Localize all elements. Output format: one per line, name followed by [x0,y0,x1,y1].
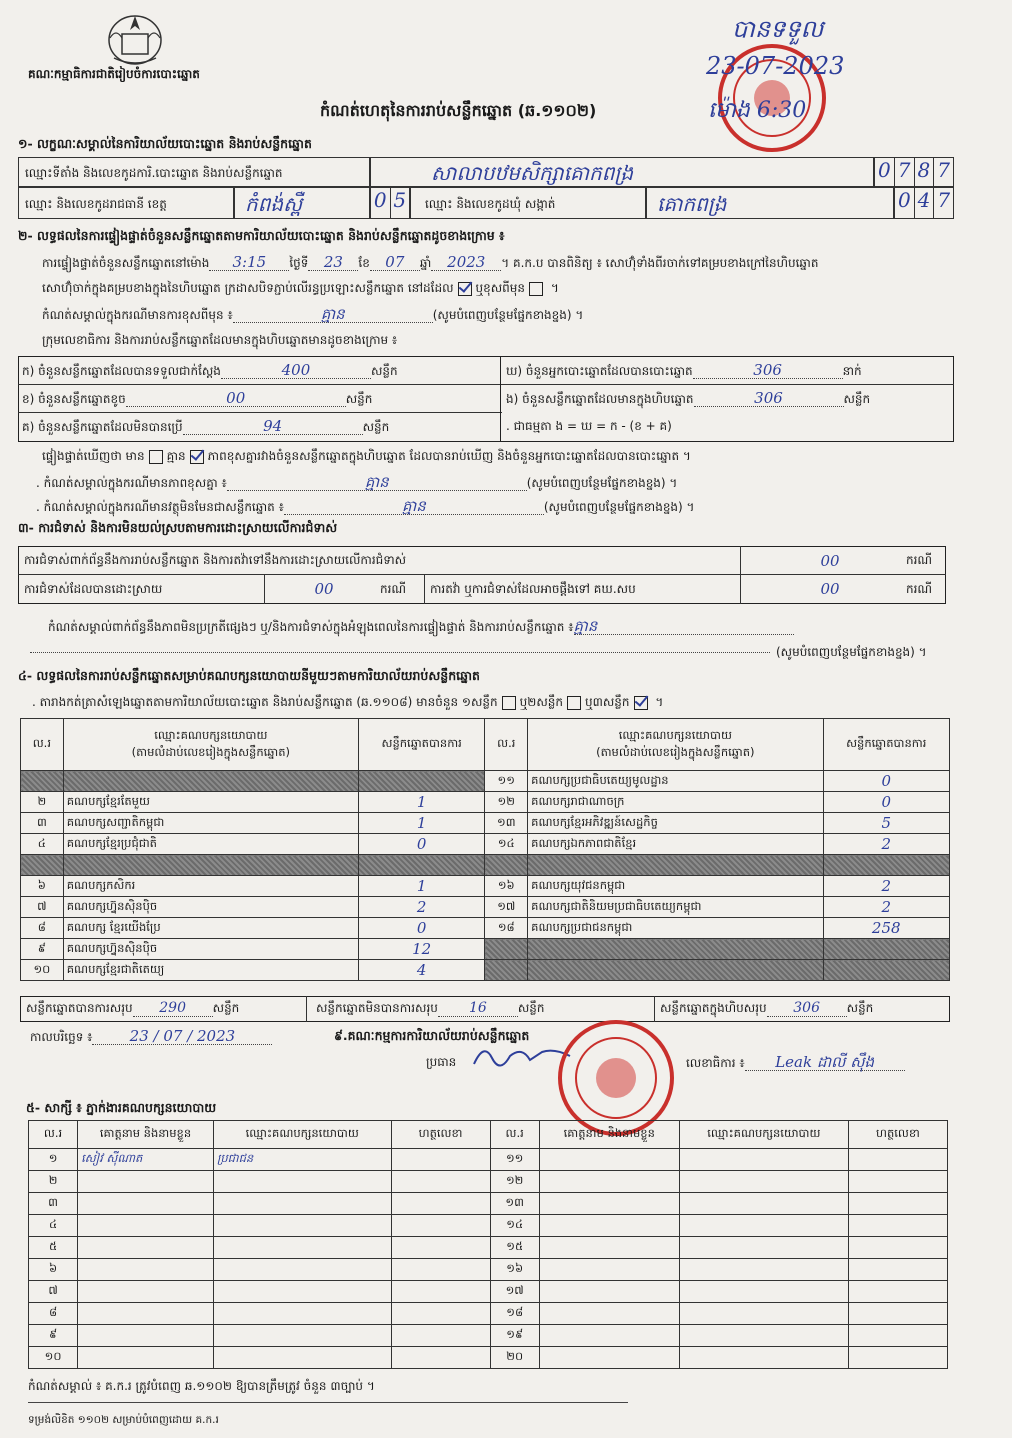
province-code-digit: 0 [371,188,391,218]
witness-signature [391,1149,490,1171]
shaded-cell [823,960,950,981]
witness-name [78,1347,214,1369]
witness-number: ១៧ [490,1281,539,1303]
witness-party [679,1149,848,1171]
witness-signature [391,1281,490,1303]
party-name: គណបក្សហ្វ៊ុនស៊ិនប៉ិច [63,939,358,960]
station-code [874,157,954,187]
shaded-cell [358,771,484,792]
shaded-cell [358,855,484,876]
witness-signature [848,1215,947,1237]
witness-name [78,1325,214,1347]
witness-number: ៥ [29,1237,78,1259]
witness-row [29,1215,948,1237]
party-name: គណបក្សប្រជាធិបតេយ្យមូលដ្ឋាន [528,771,823,792]
ballot-box-check-text: សោហ៊ុំចាក់ក្នុងគម្របខាងក្នុងនៃហិបឆ្នោត ក្រដាសបិទភ្ជាប់លើរន្ធប្រឡោះសន្លឹកឆ្នោត នៅដដែល [42,281,454,295]
party-number: ១៤ [485,834,528,855]
witness-party [213,1303,391,1325]
appeal-label: ការតវ៉ា ឬការជំទាស់ដែលអាចផ្តឹងទៅ គឃ.សប [430,582,636,596]
witness-row [29,1347,948,1369]
party-votes: 1 [358,792,484,813]
witness-number: ៦ [29,1259,78,1281]
party-votes: 0 [823,792,950,813]
count-intro: ក្រុមលេខាធិការ និងការរាប់សន្លឹកឆ្នោតដែលមានក្នុងហិបឆ្នោតមានដូចខាងក្រោម ៖ [42,333,398,347]
witness-signature [848,1281,947,1303]
witness-number: ៨ [29,1303,78,1325]
witness-signature [391,1325,490,1347]
has-difference-checkbox[interactable] [149,450,163,464]
commune-value: គោកពង្រ [657,192,727,216]
committee-name: គណៈកម្មាធិការជាតិរៀបចំការបោះឆ្នោត [28,67,200,81]
witness-number: ១៤ [490,1215,539,1237]
witness-number: ១៣ [490,1193,539,1215]
witness-party [213,1237,391,1259]
witness-row [29,1325,948,1347]
party-name: គណបក្សហ្វ៊ុនស៊ិនប៉ិច [63,897,358,918]
party-row [21,813,950,834]
stamp-time: ម៉ោង 6:30 [708,98,807,123]
witness-table: ល.រ គោត្តនាម និងនាមខ្លួន ឈ្មោះគណបក្សនយោបាយ ហត្ថលេខា ល.រ គោត្តនាម និងនាមខ្លួន ឈ្មោះគណបក្សនយោបាយ ហត្ថលេខា ១ សៀវ ស៊ីណាត ប្រជាជន ១១ ២ ១២ ៣ ១៣ ៤ ១៤ ៥ ១៥ ៦ ១៦ ៧ ១៧ ៨ ១៨ ៩ ១៩ ១០ ២០ [28,1120,948,1369]
shaded-cell [63,855,358,876]
witness-number: ១២ [490,1171,539,1193]
party-number: ២ [21,792,64,813]
date-value: 23 / 07 / 2023 [92,1028,272,1045]
shaded-cell [21,855,64,876]
party-number: ១៦ [485,876,528,897]
party-number: ១៨ [485,918,528,939]
complaints-value: 00 [820,552,840,570]
foreign-object-note-label: . កំណត់សម្គាល់ក្នុងករណីមានវត្ថុមិនមែនជាសន្លឹកឆ្នោត ៖ [36,500,284,514]
party-name: គណបក្សខ្មែរប្រជុំជាតិ [63,834,358,855]
party-name: គណបក្សខ្មែរអភិវឌ្ឍន៍សេដ្ឋកិច្ច [528,813,823,834]
three-sheets-checkbox[interactable] [634,696,648,710]
party-votes: 1 [358,876,484,897]
shaded-cell [63,771,358,792]
section2-heading: ២- លទ្ធផលនៃការផ្ទៀងផ្ទាត់ចំនួនសន្លឹកឆ្នោតតាមការិយាល័យបោះឆ្នោត និងរាប់សន្លឹកឆ្នោតដូចខាងក្រោម ៖ [18,228,505,243]
witness-name [78,1303,214,1325]
party-number: ៣ [21,813,64,834]
party-number: ៨ [21,918,64,939]
total-valid-value: 290 [133,1000,213,1017]
station-code-digit: 8 [915,158,935,186]
chair-label: ប្រធាន [426,1055,457,1069]
party-name: គណបក្សរាជាណាចក្រ [528,792,823,813]
witness-name [539,1281,679,1303]
section4-heading: ៤- លទ្ធផលនៃការរាប់សន្លឹកឆ្នោតសម្រាប់គណបក្សនយោបាយនីមួយៗតាមការិយាល័យរាប់សន្លឹកឆ្នោត [18,668,480,683]
witness-row [29,1193,948,1215]
witness-signature [848,1325,947,1347]
station-code-digit: 7 [937,158,950,182]
unused-ballots-label: គ) ចំនួនសន្លឹកឆ្នោតដែលមិនបានប្រើ [22,420,183,434]
verify-month: 07 [370,254,420,271]
province-value: កំពង់ស្ពឺ [245,192,303,216]
station-code-digit: 7 [895,158,915,186]
witness-name [539,1171,679,1193]
party-number: ៩ [21,939,64,960]
party-votes: 2 [823,897,950,918]
shaded-cell [823,939,950,960]
party-votes: 5 [823,813,950,834]
change-note-label: កំណត់សម្គាល់ក្នុងករណីមានការខុសពីមុន ៖ [42,308,233,322]
shaded-cell [528,855,823,876]
witness-party [679,1193,848,1215]
witness-name [78,1193,214,1215]
shaded-cell [21,771,64,792]
shaded-cell [485,960,528,981]
witness-party [213,1281,391,1303]
changed-checkbox[interactable] [529,282,543,296]
witness-signature [391,1215,490,1237]
party-results-table: ល.រ ឈ្មោះគណបក្សនយោបាយ (តាមលំដាប់លេខរៀងក្នុងសន្លឹកឆ្នោត) សន្លឹកឆ្នោតបានការ ល.រ ឈ្មោះគណបក្សនយោបាយ (តាមលំដាប់លេខរៀងក្នុងសន្លឹកឆ្នោត) សន្លឹកឆ្នោតបានការ ១១ គណបក្សប្រជាធិបតេយ្យមូលដ្ឋាន 0 ២ គណបក្សខ្មែរតែមួយ 1 ១២ គណបក្សរាជាណាចក្រ 0 ៣ គណបក្សសញ្ជាតិកម្ពុជា 1 ១៣ គណបក្សខ្មែរអភិវឌ្ឍន៍សេដ្ឋកិច្ច 5 ៤ គណបក្សខ្មែរប្រជុំជាតិ 0 ១៤ គណបក្សឯកភាពជាតិខ្មែរ 2 ៦ គណបក្សកសិករ 1 ១៦ គណបក្សយុវជនកម្ពុជា 2 ៧ គណបក្សហ្វ៊ុនស៊ិនប៉ិច 2 ១៧ គណបក្សជាតិនិយមប្រជាធិបតេយ្យកម្ពុជា 2 ៨ គណបក្ស ខ្មែរយើងប្រែ 0 ១៨ គណបក្សប្រជាជនកម្ពុជា 258 ៩ គណបក្សហ្វ៊ុនស៊ិនប៉ិច 12 ១០ គណបក្សខ្មែរជាតិតេយ្យ 4 [20,718,950,981]
witness-number: ១ [29,1149,78,1171]
received-ballots-value: 400 [221,362,371,379]
witness-party [679,1347,848,1369]
witness-name: សៀវ ស៊ីណាត [78,1149,214,1171]
complaints-label: ការជំទាស់ពាក់ព័ន្ធនឹងការរាប់សន្លឹកឆ្នោត និងការតវ៉ាទៅនឹងការដោះស្រាយលើការជំទាស់ [24,553,407,567]
witness-row [29,1303,948,1325]
shaded-cell [485,855,528,876]
party-name: គណបក្សខ្មែរតែមួយ [63,792,358,813]
witness-signature [391,1303,490,1325]
party-name: គណបក្សឯកភាពជាតិខ្មែរ [528,834,823,855]
province-code-digit: 5 [393,188,407,212]
witness-signature [391,1171,490,1193]
change-note-value: គ្មាន [233,306,433,323]
witness-party [213,1171,391,1193]
irregularity-note-label: កំណត់សម្គាល់ពាក់ព័ន្ធនឹងភាពមិនប្រក្រតីផ្សេងៗ ឬ/និងការជំទាស់ក្នុងអំឡុងពេលនៃការផ្ទៀងផ្ទាត់ និងការរាប់សន្លឹកឆ្នោត ៖ [48,620,574,634]
witness-name [78,1171,214,1193]
footer-note: កំណត់សម្គាល់ ៖ គ.ក.រ ត្រូវបំពេញ ឆ.១១០២ ឱ្យបានត្រឹមត្រូវ ចំនួន ៣ច្បាប់ ។ [28,1379,375,1393]
party-name: គណបក្សជាតិនិយមប្រជាធិបតេយ្យកម្ពុជា [528,897,823,918]
witness-number: ១៥ [490,1237,539,1259]
party-votes: 0 [358,834,484,855]
station-code-digit: 0 [875,158,895,186]
total-box-value: 306 [767,1000,847,1017]
verify-day: 23 [308,254,358,271]
shaded-cell [528,960,823,981]
unchanged-checkbox[interactable] [458,282,472,296]
witness-row [29,1171,948,1193]
irregularity-note-value: គ្មាន [574,618,794,635]
spoiled-ballots-value: 00 [126,390,346,407]
witness-party [213,1347,391,1369]
witness-party [213,1259,391,1281]
witness-signature [391,1347,490,1369]
ballots-in-box-value: 306 [694,390,844,407]
witness-signature [848,1193,947,1215]
no-difference-checkbox[interactable] [190,450,204,464]
changed-label: ឬខុសពីមុន [475,281,526,295]
one-sheet-checkbox[interactable] [502,696,516,710]
voters-value: 306 [693,362,843,379]
received-ballots-label: ក) ចំនួនសន្លឹកឆ្នោតដែលបានទទួលជាក់ស្តែង [22,364,221,378]
party-name: គណបក្សប្រជាជនកម្ពុជា [528,918,823,939]
party-number: ៤ [21,834,64,855]
witness-signature [848,1171,947,1193]
party-number: ៦ [21,876,64,897]
section1-heading: ១- លក្ខណៈសម្គាល់នៃការិយាល័យបោះឆ្នោត និងរាប់សន្លឹកឆ្នោត [18,136,312,151]
party-name: គណបក្ស ខ្មែរយើងប្រែ [63,918,358,939]
foreign-object-note-value: គ្មាន [284,498,544,515]
witness-row [29,1149,948,1171]
form-code: ទម្រង់លិខិត ១១០២ សម្រាប់បំពេញដោយ គ.ក.រ [28,1414,219,1426]
party-row [21,855,950,876]
spoiled-ballots-label: ខ) ចំនួនសន្លឹកឆ្នោតខូច [22,392,126,406]
witness-name [78,1215,214,1237]
witness-party [213,1193,391,1215]
witness-party [679,1171,848,1193]
party-votes: 2 [823,834,950,855]
unused-ballots-value: 94 [183,418,363,435]
witness-party [679,1281,848,1303]
witness-name [78,1259,214,1281]
shaded-cell [823,855,950,876]
party-row [21,834,950,855]
difference-note-label: . កំណត់សម្គាល់ក្នុងករណីមានភាពខុសគ្នា ៖ [36,476,227,490]
secretary-label: លេខាធិការ [686,1056,736,1070]
irregularity-note-suffix: (សូមបំពេញបន្ថែមផ្នែកខាងខ្នង) ។ [776,645,927,659]
party-number: ១០ [21,960,64,981]
shaded-cell [485,939,528,960]
compare-label: ផ្ទៀងផ្ទាត់ឃើញថា មាន [42,449,145,463]
stamp-date: 23-07-2023 [706,52,845,80]
party-votes: 2 [823,876,950,897]
commune-label: ឈ្មោះ និងលេខកូដឃុំ សង្កាត់ [425,197,556,211]
section5-heading: ៥- សាក្សី ៖ ភ្នាក់ងារគណបក្សនយោបាយ [26,1100,217,1115]
tally-sheets-label: . តារាងកត់ត្រាសំឡេងឆ្នោតតាមការិយាល័យបោះឆ្នោត និងរាប់សន្លឹកឆ្នោត (ឆ.១១០៨) មានចំនួន ១សន្លឹក [32,695,498,709]
no-difference-label: គ្មាន [166,449,186,463]
witness-signature [391,1193,490,1215]
verification-line: ការផ្ទៀងផ្ទាត់ចំនួនសន្លឹកឆ្នោតនៅម៉ោង 3:15 ថ្ងៃទី 23 ខែ 07 ឆ្នាំ 2023 ។ គ.ក.ប បានពិនិត្យ ៖ សោហ៊ុំទាំងពីរចាក់ទៅគម្របខាងក្រៅនៃហិបឆ្នោត [42,253,819,271]
witness-name [539,1215,679,1237]
witness-number: ៤ [29,1215,78,1237]
two-sheets-checkbox[interactable] [567,696,581,710]
witness-name [539,1237,679,1259]
party-number: ១២ [485,792,528,813]
commune-code-digit: 4 [915,188,935,218]
resolved-label: ការជំទាស់ដែលបានដោះស្រាយ [24,582,163,596]
witness-party [679,1215,848,1237]
province-label: ឈ្មោះ និងលេខកូដរាជធានី ខេត្ត [25,197,167,211]
party-row [21,960,950,981]
witness-number: ១០ [29,1347,78,1369]
witness-name [539,1347,679,1369]
witness-number: ១៨ [490,1303,539,1325]
party-number: ១១ [485,771,528,792]
received-stamp [702,14,902,164]
witness-number: ៧ [29,1281,78,1303]
commune-code-digit: 0 [895,188,915,218]
party-votes: 4 [358,960,484,981]
party-number: ១៣ [485,813,528,834]
party-row [21,792,950,813]
counting-committee-label: ៩.គណៈកម្មការការិយាល័យរាប់សន្លឹកឆ្នោត [334,1028,530,1043]
total-invalid-value: 16 [438,1000,518,1017]
party-name: គណបក្សខ្មែរជាតិតេយ្យ [63,960,358,981]
verify-year: 2023 [431,254,501,271]
party-number: ១៧ [485,897,528,918]
witness-party [213,1215,391,1237]
section3-heading: ៣- ការជំទាស់ និងការមិនយល់ស្របតាមការដោះស្រាយលើការជំទាស់ [18,520,338,535]
party-votes: 12 [358,939,484,960]
witness-signature [391,1237,490,1259]
change-note-suffix: (សូមបំពេញបន្ថែមផ្នែកខាងខ្នង) ។ [432,308,584,322]
witness-row [29,1259,948,1281]
witness-party [679,1259,848,1281]
voters-label: ឃ) ចំនួនអ្នកបោះឆ្នោតដែលបានបោះឆ្នោត [506,364,693,378]
witness-number: ១៦ [490,1259,539,1281]
witness-signature [848,1237,947,1259]
station-value: សាលាបឋមសិក្សាគោកពង្រ [431,161,634,185]
witness-party [679,1303,848,1325]
page-title: កំណត់ហេតុនៃការរាប់សន្លឹកឆ្នោត (ឆ.១១០២) [320,101,597,120]
witness-name [78,1281,214,1303]
witness-number: ៩ [29,1325,78,1347]
witness-name [539,1259,679,1281]
witness-signature [391,1259,490,1281]
party-name: គណបក្សយុវជនកម្ពុជា [528,876,823,897]
formula-text: . ជាធម្មតា ង = ឃ = ក - (ខ + គ) [506,419,672,433]
witness-party [679,1237,848,1259]
shaded-cell [528,939,823,960]
commune-code-digit: 7 [937,188,951,212]
witness-number: ១៩ [490,1325,539,1347]
party-name: គណបក្សសញ្ជាតិកម្ពុជា [63,813,358,834]
witness-number: ៣ [29,1193,78,1215]
province-code [370,187,410,219]
party-number: ៧ [21,897,64,918]
party-votes: 2 [358,897,484,918]
party-name: គណបក្សកសិករ [63,876,358,897]
witness-party: ប្រជាជន [213,1149,391,1171]
party-votes: 1 [358,813,484,834]
resolved-value: 00 [314,580,334,598]
party-row [21,939,950,960]
witness-signature [848,1347,947,1369]
party-votes: 258 [823,918,950,939]
witness-name [539,1149,679,1171]
party-row [21,771,950,792]
witness-signature [848,1303,947,1325]
national-emblem-icon [100,8,170,70]
witness-row [29,1281,948,1303]
witness-signature [848,1259,947,1281]
party-row [21,876,950,897]
witness-party [213,1325,391,1347]
verify-time: 3:15 [209,254,289,271]
witness-row [29,1237,948,1259]
appeal-value: 00 [820,580,840,598]
party-row [21,918,950,939]
witness-name [539,1193,679,1215]
witness-name [78,1237,214,1259]
ballots-in-box-label: ង) ចំនួនសន្លឹកឆ្នោតដែលមានក្នុងហិបឆ្នោត [506,392,694,406]
commune-code [894,187,954,219]
witness-name [539,1303,679,1325]
witness-number: ២ [29,1171,78,1193]
witness-party [679,1325,848,1347]
compare-text: ភាពខុសគ្នារវាងចំនួនសន្លឹកឆ្នោតក្នុងហិបឆ្នោត ដែលបានរាប់ឃើញ និងចំនួនអ្នកបោះឆ្នោតដែលបានបោះឆ្នោត ។ [207,449,691,463]
witness-name [539,1325,679,1347]
ballot-count-report: គណៈកម្មាធិការជាតិរៀបចំការបោះឆ្នោត កំណត់ហេតុនៃការរាប់សន្លឹកឆ្នោត (ឆ.១១០២) បានទទួល 23-07-2023 ម៉ោង 6:30 ១- លក្ខណៈសម្គាល់នៃការិយាល័យបោះឆ្នោត និងរាប់សន្លឹកឆ្នោត ឈ្មោះទីតាំង និងលេខកូដការិ.បោះឆ្នោត និងរាប់សន្លឹកឆ្នោត សាលាបឋមសិក្សាគោកពង្រ 0 7 8 7 ឈ្មោះ និងលេខកូដរាជធានី ខេត្ត កំពង់ស្ពឺ 0 5 ឈ្មោះ និងលេខកូដឃុំ សង្កាត់ គោកពង្រ 0 4 7 ២- លទ្ធផលនៃការផ្ទៀងផ្ទាត់ចំនួនសន្លឹកឆ្នោតតាមការិយាល័យបោះឆ្នោត និងរាប់សន្លឹកឆ្នោតដូចខាងក្រោម ៖ ការផ្ទៀងផ្ទាត់ចំនួនសន្លឹកឆ្នោតនៅម៉ោង 3:15 ថ្ងៃទី 23 ខែ 07 ឆ្នាំ 2023 ។ គ.ក.ប បានពិនិត្យ ៖ សោហ៊ុំទាំងពីរចាក់ទៅគម្របខាងក្រៅនៃហិបឆ្នោត សោហ៊ុំចាក់ក្នុងគម្របខាងក្នុងនៃហិបឆ្នោត ក្រដាសបិទភ្ជាប់លើរន្ធប្រឡោះសន្លឹកឆ្នោត នៅដដែល ឬខុសពីមុន ។ កំណត់សម្គាល់ក្នុងករណីមានការខុសពីមុន ៖ គ្មាន (សូមបំពេញបន្ថែមផ្នែកខាងខ្នង) ។ ក្រុមលេខាធិការ និងការរាប់សន្លឹកឆ្នោតដែលមានក្នុងហិបឆ្នោតមានដូចខាងក្រោម ៖ ក) ចំនួនសន្លឹកឆ្នោតដែលបានទទួលជាក់ស្តែង 400 សន្លឹក ខ) ចំនួនសន្លឹកឆ្នោតខូច 00 សន្លឹក គ) ចំនួនសន្លឹកឆ្នោតដែលមិនបានប្រើ 94 សន្លឹក ឃ) ចំនួនអ្នកបោះឆ្នោតដែលបានបោះឆ្នោត 306 នាក់ ង) ចំនួនសន្លឹកឆ្នោតដែលមានក្នុងហិបឆ្នោត 306 សន្លឹក . ជាធម្មតា ង = ឃ = ក - (ខ + គ) ផ្ទៀងផ្ទាត់ឃើញថា មាន គ្មាន ភាពខុសគ្នារវាងចំនួនសន្លឹកឆ្នោតក្នុងហិបឆ្នោត ដែលបានរាប់ឃើញ និងចំនួនអ្នកបោះឆ្នោតដែលបានបោះឆ្នោត ។ . កំណត់សម្គាល់ក្នុងករណីមានភាពខុសគ្នា ៖ គ្មាន (សូមបំពេញបន្ថែមផ្នែកខាងខ្នង) ។ . កំណត់សម្គាល់ក្នុងករណីមានវត្ថុមិនមែនជាសន្លឹកឆ្នោត ៖ គ្មាន (សូមបំពេញបន្ថែមផ្នែកខាងខ្នង) ។ ៣- ការជំទាស់ និងការមិនយល់ស្របតាមការដោះស្រាយលើការជំទាស់ ការជំទាស់ពាក់ព័ន្ធនឹងការរាប់សន្លឹកឆ្នោត និងការតវ៉ាទៅនឹងការដោះស្រាយលើការជំទាស់ 00 ករណី ការជំទាស់ដែលបានដោះស្រាយ 00 ករណី ការតវ៉ា ឬការជំទាស់ដែលអាចផ្តឹងទៅ គឃ.សប 00 ករណី កំណត់សម្គាល់ពាក់ព័ន្ធនឹងភាពមិនប្រក្រតីផ្សេងៗ ឬ/និងការជំទាស់ក្នុងអំឡុងពេលនៃការផ្ទៀងផ្ទាត់ និងការរាប់សន្លឹកឆ្នោត ៖គ្មាន (សូមបំពេញបន្ថែមផ្នែកខាងខ្នង) ។ ៤- លទ្ធផលនៃការរាប់សន្លឹកឆ្នោតសម្រាប់គណបក្សនយោបាយនីមួយៗតាមការិយាល័យរាប់សន្លឹកឆ្នោត . តារាងកត់ត្រាសំឡេងឆ្នោតតាមការិយាល័យបោះឆ្នោត និងរាប់សន្លឹកឆ្នោត (ឆ.១១០៨) មានចំនួន ១សន្លឹក ឬ២សន្លឹក ឬ៣សន្លឹក ។ ល.រ ឈ្មោះគណបក្សនយោបាយ (តាមលំដាប់លេខរៀងក្នុងសន្លឹកឆ្នោត) សន្លឹកឆ្នោតបានការ ល.រ ឈ្មោះគណបក្សនយោបាយ (តាមលំដាប់លេខរៀងក្នុងសន្លឹកឆ្នោត) សន្លឹកឆ្នោតបានការ ១១ គណបក្សប្រជាធិបតេយ្យមូលដ្ឋាន 0 ២ គណបក្សខ្មែរតែមួយ 1 ១២ គណបក្សរាជាណាចក្រ 0 ៣ គណបក្សសញ្ជាតិកម្ពុជា 1 ១៣ គណបក្សខ្មែរអភិវឌ្ឍន៍សេដ្ឋកិច្ច 5 ៤ គណបក្សខ្មែរប្រជុំជាតិ 0 ១៤ គណបក្សឯកភាពជាតិខ្មែរ 2 ៦ គណបក្សកសិករ 1 ១៦ គណបក្សយុវជនកម្ពុជា 2 ៧ គណបក្សហ្វ៊ុនស៊ិនប៉ិច 2 ១៧ គណបក្សជាតិនិយមប្រជាធិបតេយ្យកម្ពុជា 2 ៨ គណបក្ស ខ្មែរយើងប្រែ 0 ១៨ គណបក្សប្រជាជនកម្ពុជា 258 ៩ គណបក្សហ្វ៊ុនស៊ិនប៉ិច 12 ១០ គណបក្សខ្មែរជាតិតេយ្យ 4 សន្លឹកឆ្នោតបានការសរុប 290 សន្លឹក សន្លឹកឆ្នោតមិនបានការសរុប 16 សន្លឹក សន្លឹកឆ្នោតក្នុងហិបសរុប 306 សន្លឹក កាលបរិច្ឆេទ ៖ 23 / 07 / 2023 ៩.គណៈកម្មការការិយាល័យរាប់សន្លឹកឆ្នោត ប្រធាន លេខាធិការ ៖ Leak ដាលី ស៊ឹង ៥- សាក្សី ៖ ភ្នាក់ងារគណបក្សនយោបាយ ល.រ គោត្តនាម និងនាមខ្លួន ឈ្មោះគណបក្សនយោបាយ ហត្ថលេខា ល.រ គោត្តនាម និងនាមខ្លួន ឈ្មោះគណបក្សនយោបាយ ហត្ថលេខា ១ សៀវ ស៊ីណាត ប្រជាជន ១១ ២ ១២ ៣ ១៣ ៤ ១៤ ៥ ១៥ ៦ ១៦ ៧ ១៧ ៨ ១៨ ៩ ១៩ ១០ ២០ កំណត់សម្គាល់ ៖ គ.ក.រ ត្រូវបំពេញ ឆ.១១០២ ឱ្យបានត្រឹមត្រូវ ចំនួន ៣ច្បាប់ ។ ទម្រង់លិខិត ១១០២ សម្រាប់បំពេញដោយ គ.ក.រ [0,0,1012,1438]
party-votes: 0 [358,918,484,939]
party-votes: 0 [823,771,950,792]
stamp-received-text: បានទទួល [732,15,824,43]
secretary-value: Leak ដាលី ស៊ឹង [745,1054,905,1071]
witness-signature [848,1149,947,1171]
date-label: កាលបរិច្ឆេទ ៖ [30,1030,93,1044]
difference-note-value: គ្មាន [227,474,527,491]
station-label: ឈ្មោះទីតាំង និងលេខកូដការិ.បោះឆ្នោត និងរាប់សន្លឹកឆ្នោត [25,166,283,180]
witness-number: ១១ [490,1149,539,1171]
witness-number: ២០ [490,1347,539,1369]
party-row [21,897,950,918]
